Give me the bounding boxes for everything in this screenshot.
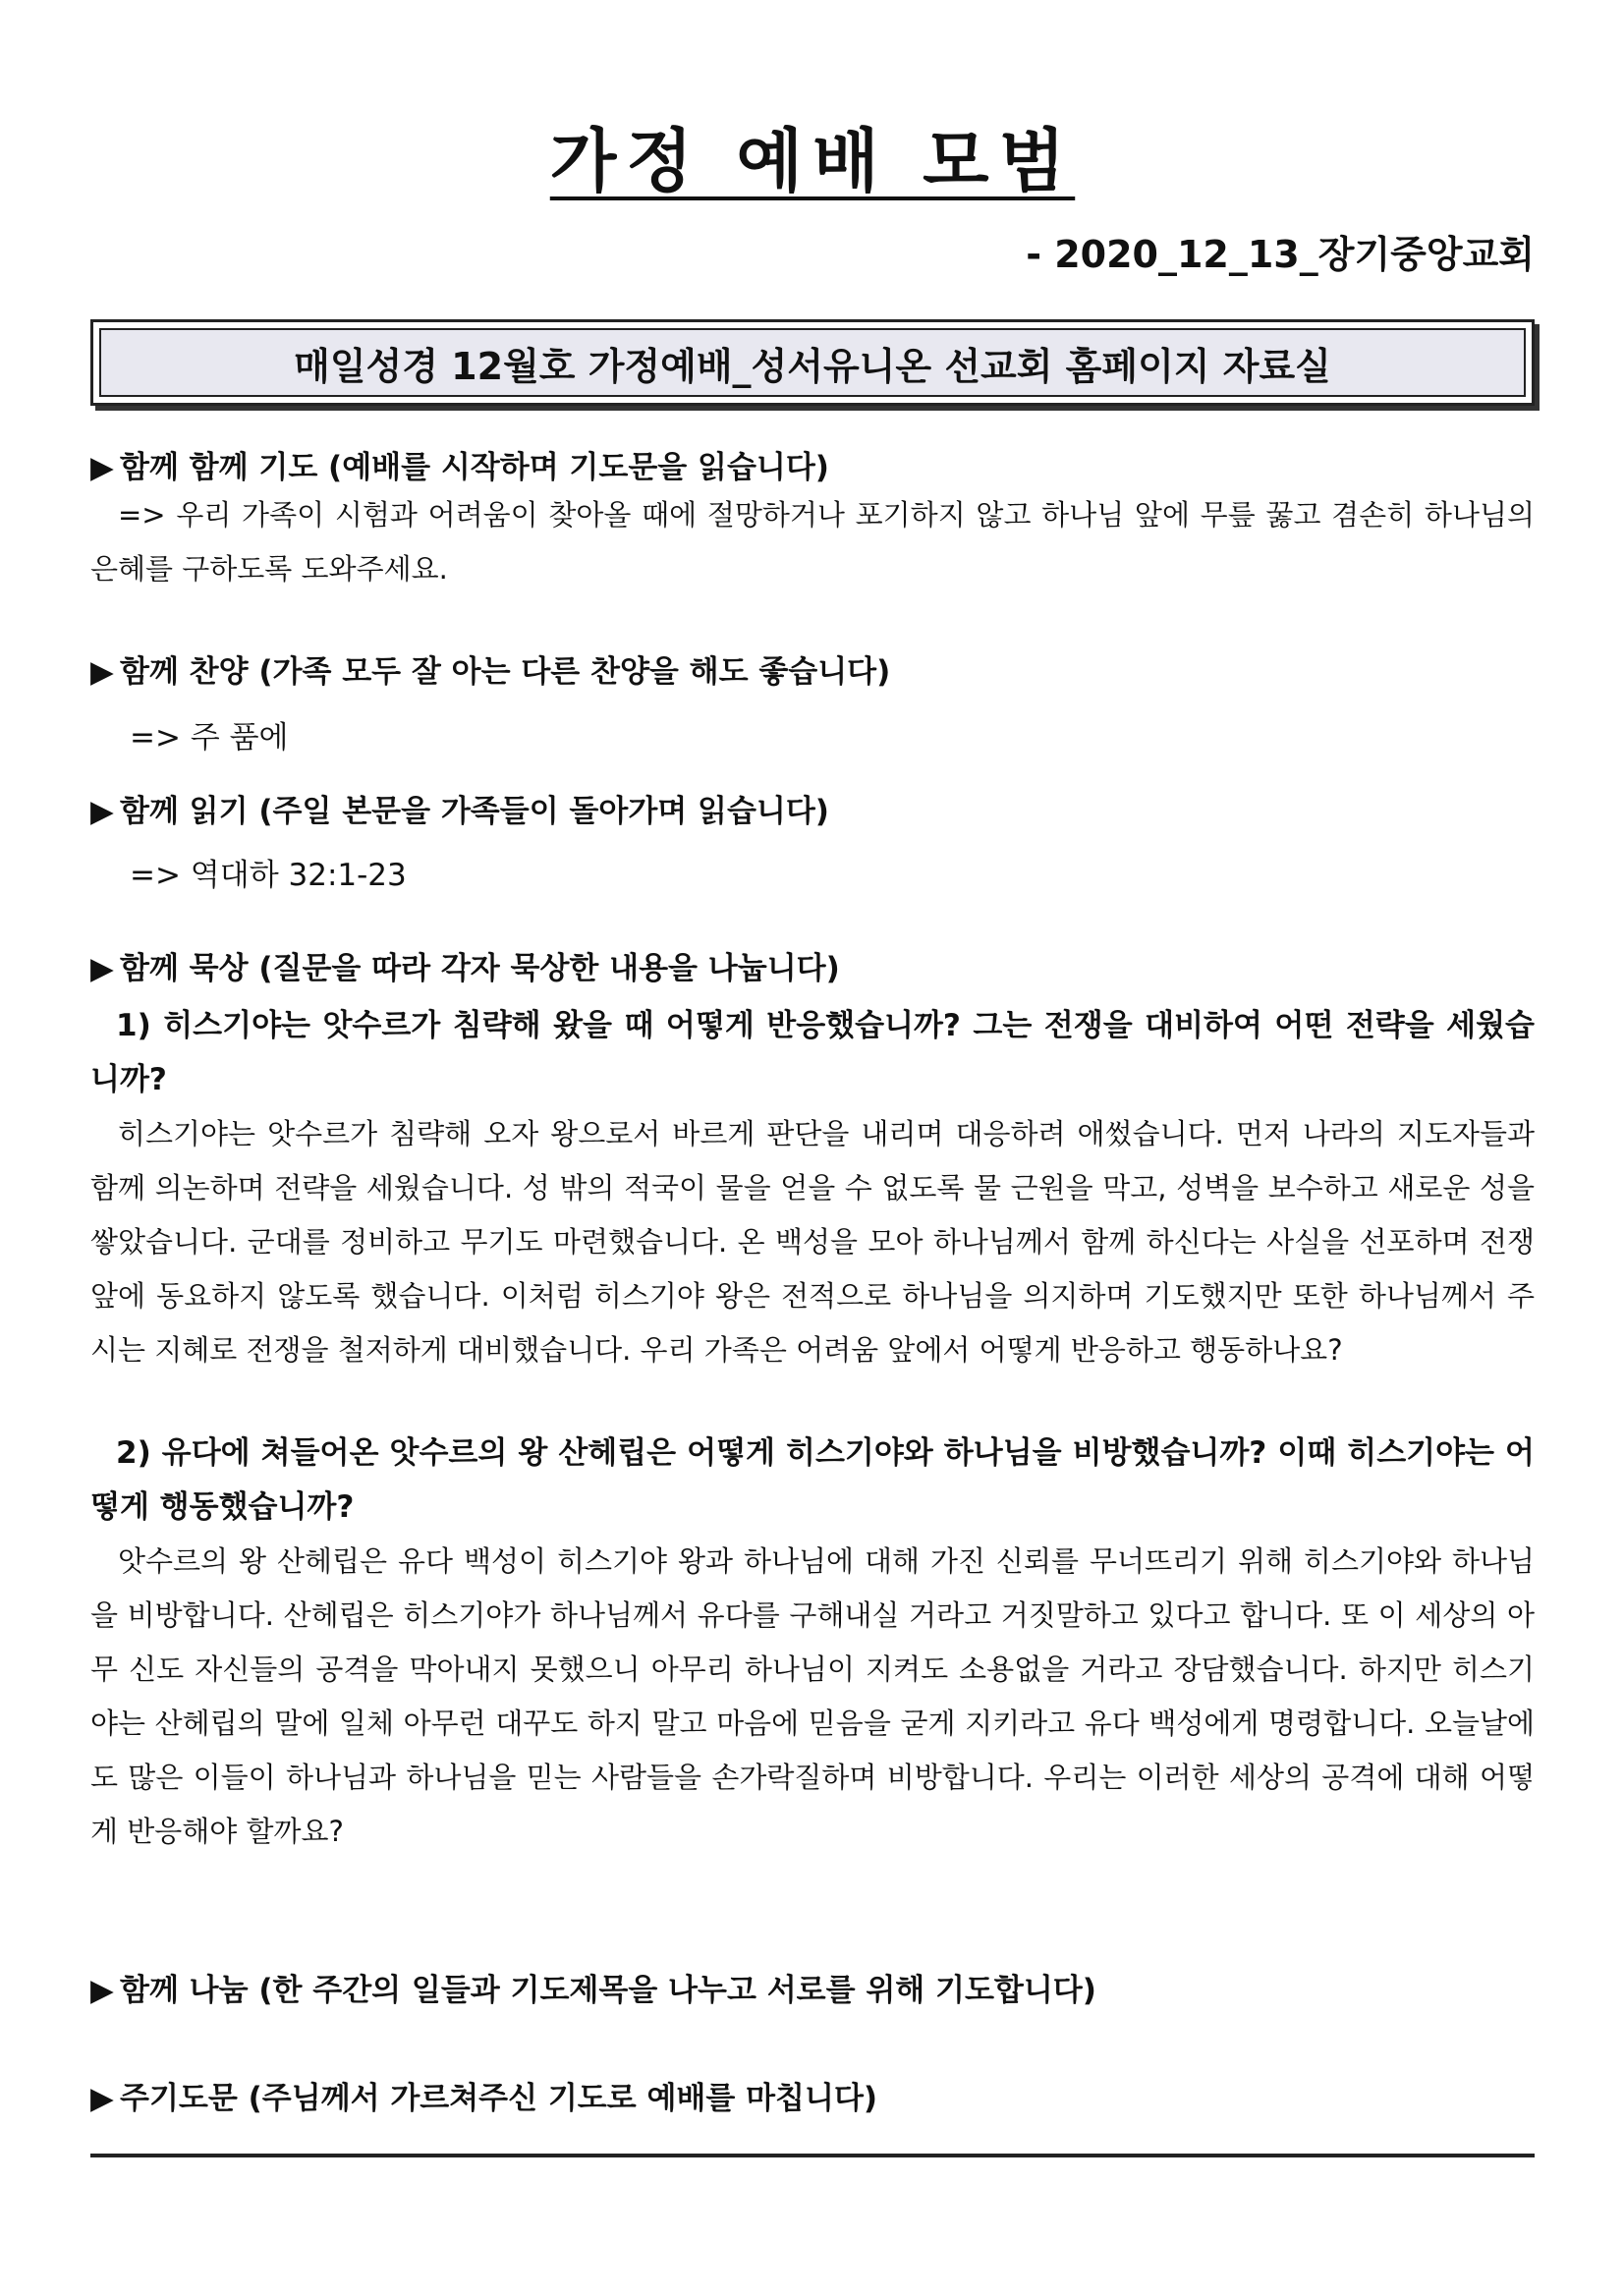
question-1: 1) 히스기야는 앗수르가 침략해 왔을 때 어떻게 반응했습니까? 그는 전쟁을 대비하여 어떤 전략을 세웠습니까?	[90, 1008, 1535, 1097]
heading-text: 함께 나눔 (한 주간의 일들과 기도제목을 나누고 서로를 위해 기도합니다)	[120, 1973, 1096, 2008]
banner-text: 매일성경 12월호 가정예배_성서유니온 선교회 홈페이지 자료실	[99, 328, 1526, 397]
section-body: => 주 품에	[130, 720, 289, 756]
section-heading	[90, 1965, 1535, 2009]
triangle-right-icon: ▶	[90, 951, 114, 986]
heading-text: 주기도문 (주님께서 가르쳐주신 기도로 예배를 마칩니다)	[120, 2081, 878, 2116]
triangle-right-icon: ▶	[90, 2081, 114, 2116]
answer-2: 앗수르의 왕 산헤립은 유다 백성이 히스기야 왕과 하나님에 대해 가진 신뢰를 무너뜨리기 위해 히스기야와 하나님을 비방합니다. 산헤립은 히스기야가 하나님께서 유다를 구해내실 거라고 거짓말하고 있다고 합니다. 또 이 세상의 아무 신도 자신들의 공격을 막아내지 못했으니 아무리 하나님이 지켜도 소용없을 거라고 장담했습니다. 하지만 히스기야는 산헤립의 말에 일체 아무런 대꾸도 하지 말고 마음에 믿음을 굳게 지키라고 유다 백성에게 명령합니다. 오늘날에도 많은 이들이 하나님과 하나님을 믿는 사람들을 손가락질하며 비방합니다. 우리는 이러한 세상의 공격에 대해 어떻게 반응해야 할까요?	[90, 1544, 1535, 1848]
heading-text: 함께 묵상 (질문을 따라 각자 묵상한 내용을 나눕니다)	[120, 951, 840, 986]
section-body: => 역대하 32:1-23	[130, 858, 407, 893]
bottom-rule	[90, 2154, 1535, 2157]
title-text: 가정 예배 모범	[549, 121, 1076, 201]
section-meditation	[90, 943, 1535, 1859]
section-heading	[90, 442, 1535, 486]
section-reading	[90, 786, 1535, 894]
triangle-right-icon: ▶	[90, 654, 114, 690]
section-heading	[90, 786, 1535, 830]
triangle-right-icon: ▶	[90, 450, 114, 485]
heading-text: 함께 찬양 (가족 모두 잘 아는 다른 찬양을 해도 좋습니다)	[120, 654, 891, 690]
answer-1: 히스기야는 앗수르가 침략해 오자 왕으로서 바르게 판단을 내리며 대응하려 애썼습니다. 먼저 나라의 지도자들과 함께 의논하며 전략을 세웠습니다. 성 밖의 적국이 물을 얻을 수 없도록 물 근원을 막고, 성벽을 보수하고 새로운 성을 쌓았습니다. 군대를 정비하고 무기도 마련했습니다. 온 백성을 모아 하나님께서 함께 하신다는 사실을 선포하며 전쟁 앞에 동요하지 않도록 했습니다. 이처럼 히스기야 왕은 전적으로 하나님을 의지하며 기도했지만 또한 하나님께서 주시는 지혜로 전쟁을 철저하게 대비했습니다. 우리 가족은 어려움 앞에서 어떻게 반응하고 행동하나요?	[90, 1117, 1535, 1367]
section-heading	[90, 646, 1535, 691]
triangle-right-icon: ▶	[90, 794, 114, 829]
question-2: 2) 유다에 쳐들어온 앗수르의 왕 산헤립은 어떻게 히스기야와 하나님을 비방했습니까? 이때 히스기야는 어떻게 행동했습니까?	[90, 1435, 1535, 1525]
heading-text: 함께 읽기 (주일 본문을 가족들이 돌아가며 읽습니다)	[120, 794, 829, 829]
section-heading	[90, 2073, 1535, 2117]
section-praise	[90, 646, 1535, 756]
document-title	[90, 106, 1535, 205]
section-lords-prayer	[90, 2073, 1535, 2117]
triangle-right-icon: ▶	[90, 1973, 114, 2008]
section-body: => 우리 가족이 시험과 어려움이 찾아올 때에 절망하거나 포기하지 않고 하나님 앞에 무릎 꿇고 겸손히 하나님의 은혜를 구하도록 도와주세요.	[90, 498, 1535, 586]
section-heading	[90, 943, 1535, 987]
document-subtitle: - 2020_12_13_장기중앙교회	[1026, 233, 1535, 276]
banner-box	[90, 319, 1535, 406]
section-prayer	[90, 442, 1535, 596]
heading-text: 함께 함께 기도 (예배를 시작하며 기도문을 읽습니다)	[120, 450, 829, 485]
section-sharing	[90, 1965, 1535, 2009]
